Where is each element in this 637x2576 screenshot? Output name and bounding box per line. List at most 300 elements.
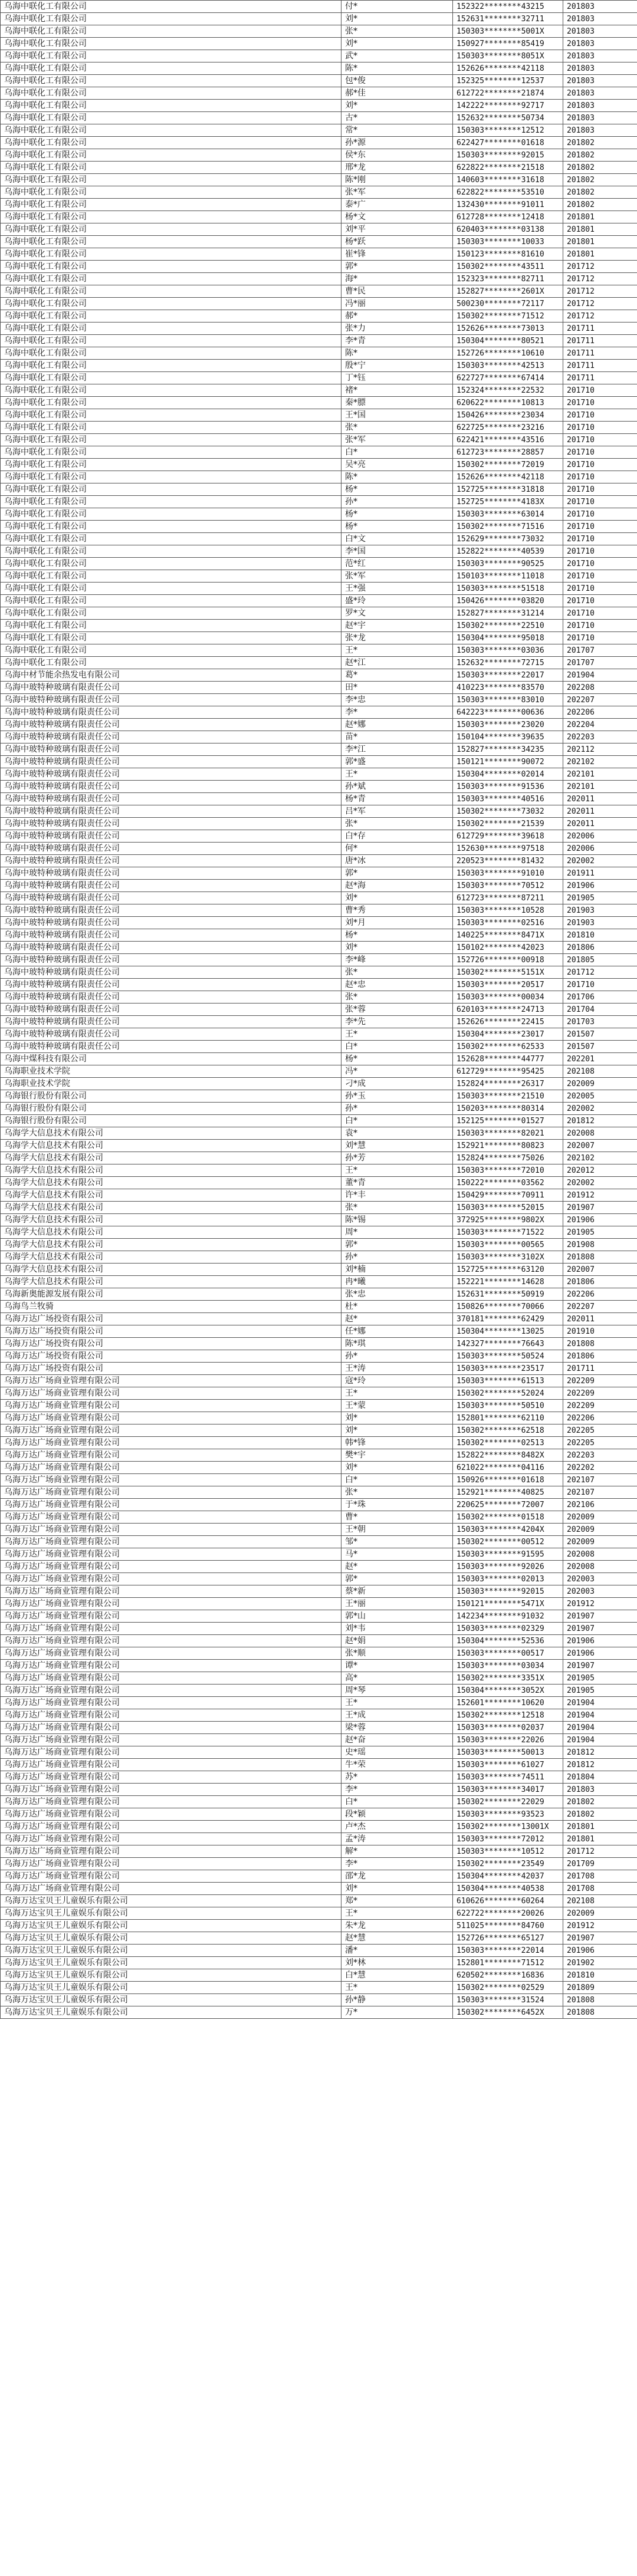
month-cell: 201806 — [563, 1350, 637, 1363]
company-cell: 乌海学大信息技术有限公司 — [1, 1251, 342, 1264]
table-row — [1, 607, 637, 620]
id-number-cell: 150121********90072 — [453, 756, 563, 768]
company-cell: 乌海中联化工有限公司 — [1, 533, 342, 545]
month-cell: 201808 — [563, 2006, 637, 2019]
id-number-cell: 150303********23517 — [453, 1363, 563, 1375]
name-cell: 李*忠 — [342, 694, 453, 706]
table-row — [1, 1759, 637, 1771]
name-cell: 王*成 — [342, 1709, 453, 1722]
table-row — [1, 75, 637, 87]
name-cell: 李*国 — [342, 545, 453, 558]
company-cell: 乌海中联化工有限公司 — [1, 1, 342, 13]
id-number-cell: 612729********39618 — [453, 830, 563, 843]
company-cell: 乌海中联化工有限公司 — [1, 607, 342, 620]
id-number-cell: 142234********91032 — [453, 1610, 563, 1623]
id-number-cell: 150302********5151X — [453, 966, 563, 979]
table-row — [1, 805, 637, 818]
company-cell: 乌海学大信息技术有限公司 — [1, 1177, 342, 1189]
month-cell: 202206 — [563, 1412, 637, 1424]
company-cell: 乌海中联化工有限公司 — [1, 100, 342, 112]
month-cell: 202201 — [563, 1053, 637, 1065]
table-row — [1, 446, 637, 459]
id-number-cell: 150302********43511 — [453, 261, 563, 273]
id-number-cell: 620403********03138 — [453, 223, 563, 236]
table-row — [1, 508, 637, 521]
company-cell: 乌海万达广场商业管理有限公司 — [1, 1400, 342, 1412]
month-cell: 202206 — [563, 706, 637, 719]
name-cell: 邢*龙 — [342, 162, 453, 174]
table-row — [1, 1585, 637, 1598]
id-number-cell: 140225********8471X — [453, 929, 563, 942]
name-cell: 白* — [342, 1041, 453, 1053]
id-number-cell: 150302********13001X — [453, 1821, 563, 1833]
company-cell: 乌海万达宝贝王儿童娱乐有限公司 — [1, 1907, 342, 1920]
month-cell: 201710 — [563, 471, 637, 483]
month-cell: 202102 — [563, 1152, 637, 1164]
name-cell: 杨* — [342, 1053, 453, 1065]
table-row — [1, 384, 637, 397]
company-cell: 乌海万达宝贝王儿童娱乐有限公司 — [1, 1957, 342, 1969]
table-row — [1, 422, 637, 434]
table-row — [1, 298, 637, 310]
name-cell: 杨* — [342, 483, 453, 496]
name-cell: 张* — [342, 991, 453, 1004]
id-number-cell: 152824********26317 — [453, 1078, 563, 1090]
table-row — [1, 1957, 637, 1969]
month-cell: 201712 — [563, 261, 637, 273]
table-row — [1, 236, 637, 248]
table-row — [1, 1969, 637, 1982]
month-cell: 201712 — [563, 298, 637, 310]
table-row — [1, 669, 637, 682]
company-cell: 乌海中玻特种玻璃有限责任公司 — [1, 682, 342, 694]
id-number-cell: 150303********4204X — [453, 1524, 563, 1536]
table-row — [1, 1177, 637, 1189]
id-number-cell: 152726********10610 — [453, 347, 563, 360]
month-cell: 202009 — [563, 1078, 637, 1090]
table-row — [1, 1833, 637, 1845]
company-cell: 乌海万达广场商业管理有限公司 — [1, 1759, 342, 1771]
id-number-cell: 622822********21518 — [453, 162, 563, 174]
name-cell: 孙* — [342, 1350, 453, 1363]
company-cell: 乌海中联化工有限公司 — [1, 149, 342, 162]
name-cell: 周* — [342, 1226, 453, 1239]
id-number-cell: 150303********03036 — [453, 644, 563, 657]
month-cell: 201804 — [563, 1771, 637, 1784]
month-cell: 202106 — [563, 1499, 637, 1511]
id-number-cell: 150303********92015 — [453, 149, 563, 162]
month-cell: 201802 — [563, 149, 637, 162]
id-number-cell: 150303********10528 — [453, 904, 563, 917]
month-cell: 201905 — [563, 892, 637, 904]
table-row — [1, 620, 637, 632]
name-cell: 孙*芳 — [342, 1152, 453, 1164]
table-row — [1, 1053, 637, 1065]
month-cell: 201803 — [563, 13, 637, 25]
name-cell: 孙* — [342, 496, 453, 508]
month-cell: 201710 — [563, 434, 637, 446]
company-cell: 乌海万达广场商业管理有限公司 — [1, 1672, 342, 1685]
name-cell: 泰*广 — [342, 199, 453, 211]
name-cell: 梁*蓉 — [342, 1722, 453, 1734]
company-cell: 乌海万达广场商业管理有限公司 — [1, 1536, 342, 1548]
month-cell: 201802 — [563, 174, 637, 186]
table-row — [1, 372, 637, 384]
table-row — [1, 1090, 637, 1103]
name-cell: 吕*军 — [342, 805, 453, 818]
table-row — [1, 830, 637, 843]
month-cell: 201912 — [563, 1598, 637, 1610]
id-number-cell: 622727********67414 — [453, 372, 563, 384]
id-number-cell: 150826********70066 — [453, 1301, 563, 1313]
name-cell: 褚* — [342, 384, 453, 397]
name-cell: 于*珠 — [342, 1499, 453, 1511]
id-number-cell: 150302********12518 — [453, 1709, 563, 1722]
id-number-cell: 610626********60264 — [453, 1895, 563, 1907]
month-cell: 201801 — [563, 223, 637, 236]
month-cell: 201911 — [563, 867, 637, 880]
company-cell: 乌海中联化工有限公司 — [1, 137, 342, 149]
name-cell: 赵*宇 — [342, 620, 453, 632]
id-number-cell: 152801********62110 — [453, 1412, 563, 1424]
id-number-cell: 152827********2601X — [453, 285, 563, 298]
name-cell: 殷*宁 — [342, 360, 453, 372]
table-row — [1, 1907, 637, 1920]
id-number-cell: 150303********8051X — [453, 50, 563, 62]
month-cell: 201803 — [563, 75, 637, 87]
month-cell: 201710 — [563, 446, 637, 459]
company-cell: 乌海中玻特种玻璃有限责任公司 — [1, 830, 342, 843]
name-cell: 邹* — [342, 1536, 453, 1548]
name-cell: 张*军 — [342, 186, 453, 199]
company-cell: 乌海中联化工有限公司 — [1, 273, 342, 285]
table-row — [1, 1808, 637, 1821]
name-cell: 王* — [342, 644, 453, 657]
id-number-cell: 150103********11018 — [453, 570, 563, 583]
month-cell: 202006 — [563, 843, 637, 855]
month-cell: 201710 — [563, 496, 637, 508]
table-row — [1, 818, 637, 830]
name-cell: 赵*海 — [342, 880, 453, 892]
company-cell: 乌海中联化工有限公司 — [1, 422, 342, 434]
month-cell: 201712 — [563, 285, 637, 298]
company-cell: 乌海万达广场商业管理有限公司 — [1, 1474, 342, 1486]
table-row — [1, 1065, 637, 1078]
table-row — [1, 1746, 637, 1759]
table-row — [1, 1325, 637, 1338]
name-cell: 王*强 — [342, 583, 453, 595]
id-number-cell: 150302********3351X — [453, 1672, 563, 1685]
company-cell: 乌海万达广场商业管理有限公司 — [1, 1573, 342, 1585]
name-cell: 孟*涛 — [342, 1833, 453, 1845]
id-number-cell: 150303********52015 — [453, 1202, 563, 1214]
month-cell: 202008 — [563, 1127, 637, 1140]
id-number-cell: 152626********42118 — [453, 471, 563, 483]
company-cell: 乌海学大信息技术有限公司 — [1, 1164, 342, 1177]
month-cell: 202202 — [563, 1462, 637, 1474]
table-row — [1, 1276, 637, 1288]
id-number-cell: 152626********22415 — [453, 1016, 563, 1028]
month-cell: 202002 — [563, 855, 637, 867]
company-cell: 乌海中联化工有限公司 — [1, 508, 342, 521]
id-number-cell: 150303********83010 — [453, 694, 563, 706]
table-row — [1, 100, 637, 112]
table-row — [1, 335, 637, 347]
table-row — [1, 657, 637, 669]
month-cell: 201802 — [563, 162, 637, 174]
company-cell: 乌海万达宝贝王儿童娱乐有限公司 — [1, 1945, 342, 1957]
company-cell: 乌海中联化工有限公司 — [1, 223, 342, 236]
id-number-cell: 150121********5471X — [453, 1598, 563, 1610]
id-number-cell: 132430********91011 — [453, 199, 563, 211]
company-cell: 乌海中联化工有限公司 — [1, 248, 342, 261]
id-number-cell: 150303********02329 — [453, 1623, 563, 1635]
name-cell: 曹* — [342, 1511, 453, 1524]
table-row — [1, 583, 637, 595]
company-cell: 乌海中联化工有限公司 — [1, 112, 342, 124]
table-row — [1, 1511, 637, 1524]
id-number-cell: 152125********01527 — [453, 1115, 563, 1127]
name-cell: 郝* — [342, 310, 453, 323]
company-cell: 乌海万达广场商业管理有限公司 — [1, 1561, 342, 1573]
id-number-cell: 150302********23549 — [453, 1858, 563, 1870]
id-number-cell: 152801********71512 — [453, 1957, 563, 1969]
name-cell: 万* — [342, 2006, 453, 2019]
id-number-cell: 152626********42118 — [453, 62, 563, 75]
month-cell: 201803 — [563, 25, 637, 38]
table-row — [1, 1647, 637, 1660]
id-number-cell: 150303********74511 — [453, 1771, 563, 1784]
name-cell: 王* — [342, 1907, 453, 1920]
company-cell: 乌海中联化工有限公司 — [1, 62, 342, 75]
id-number-cell: 150302********62518 — [453, 1424, 563, 1437]
month-cell: 201708 — [563, 1870, 637, 1883]
table-row — [1, 1350, 637, 1363]
company-cell: 乌海中玻特种玻璃有限责任公司 — [1, 966, 342, 979]
name-cell: 刘*韦 — [342, 1623, 453, 1635]
company-cell: 乌海万达广场商业管理有限公司 — [1, 1697, 342, 1709]
name-cell: 白* — [342, 1115, 453, 1127]
id-number-cell: 152632********72715 — [453, 657, 563, 669]
table-row — [1, 1536, 637, 1548]
table-row — [1, 1164, 637, 1177]
company-cell: 乌海万达宝贝王儿童娱乐有限公司 — [1, 1982, 342, 1994]
company-cell: 乌海中联化工有限公司 — [1, 50, 342, 62]
month-cell: 201710 — [563, 570, 637, 583]
name-cell: 苏* — [342, 1771, 453, 1784]
name-cell: 郭* — [342, 867, 453, 880]
month-cell: 202209 — [563, 1387, 637, 1400]
company-cell: 乌海中玻特种玻璃有限责任公司 — [1, 781, 342, 793]
company-cell: 乌海中联化工有限公司 — [1, 360, 342, 372]
table-row — [1, 1635, 637, 1647]
company-cell: 乌海万达广场商业管理有限公司 — [1, 1660, 342, 1672]
table-row — [1, 1771, 637, 1784]
name-cell: 樊*宇 — [342, 1449, 453, 1462]
id-number-cell: 150302********62533 — [453, 1041, 563, 1053]
month-cell: 201710 — [563, 979, 637, 991]
month-cell: 201711 — [563, 347, 637, 360]
month-cell: 201805 — [563, 954, 637, 966]
name-cell: 李* — [342, 1784, 453, 1796]
name-cell: 刘* — [342, 1424, 453, 1437]
company-cell: 乌海万达广场商业管理有限公司 — [1, 1734, 342, 1746]
id-number-cell: 150303********61027 — [453, 1759, 563, 1771]
table-row — [1, 124, 637, 137]
company-cell: 乌海万达广场商业管理有限公司 — [1, 1486, 342, 1499]
id-number-cell: 150304********42037 — [453, 1870, 563, 1883]
table-row — [1, 360, 637, 372]
id-number-cell: 152629********73032 — [453, 533, 563, 545]
company-cell: 乌海万达广场商业管理有限公司 — [1, 1833, 342, 1845]
id-number-cell: 150303********72010 — [453, 1164, 563, 1177]
id-number-cell: 150302********72019 — [453, 459, 563, 471]
company-cell: 乌海万达广场商业管理有限公司 — [1, 1858, 342, 1870]
company-cell: 乌海中玻特种玻璃有限责任公司 — [1, 731, 342, 743]
month-cell: 201904 — [563, 669, 637, 682]
id-number-cell: 150303********82021 — [453, 1127, 563, 1140]
id-number-cell: 150303********00034 — [453, 991, 563, 1004]
month-cell: 201711 — [563, 360, 637, 372]
name-cell: 孙* — [342, 1103, 453, 1115]
month-cell: 201904 — [563, 1722, 637, 1734]
company-cell: 乌海中玻特种玻璃有限责任公司 — [1, 1028, 342, 1041]
name-cell: 孙*玉 — [342, 1090, 453, 1103]
table-row — [1, 1363, 637, 1375]
table-row — [1, 954, 637, 966]
id-number-cell: 152324********22532 — [453, 384, 563, 397]
id-number-cell: 220625********72007 — [453, 1499, 563, 1511]
name-cell: 杨* — [342, 521, 453, 533]
month-cell: 201906 — [563, 1945, 637, 1957]
id-number-cell: 612723********87211 — [453, 892, 563, 904]
table-row — [1, 694, 637, 706]
table-row — [1, 62, 637, 75]
table-row — [1, 1486, 637, 1499]
month-cell: 201801 — [563, 1821, 637, 1833]
company-cell: 乌海中联化工有限公司 — [1, 323, 342, 335]
id-number-cell: 152323********82711 — [453, 273, 563, 285]
month-cell: 201905 — [563, 1226, 637, 1239]
company-cell: 乌海万达广场商业管理有限公司 — [1, 1610, 342, 1623]
name-cell: 李*峰 — [342, 954, 453, 966]
month-cell: 201711 — [563, 323, 637, 335]
month-cell: 201907 — [563, 1202, 637, 1214]
id-number-cell: 620103********24713 — [453, 1004, 563, 1016]
company-cell: 乌海职业技术学院 — [1, 1065, 342, 1078]
company-cell: 乌海中联化工有限公司 — [1, 236, 342, 248]
table-row — [1, 199, 637, 211]
name-cell: 陈* — [342, 471, 453, 483]
table-row — [1, 1870, 637, 1883]
company-cell: 乌海中联化工有限公司 — [1, 335, 342, 347]
name-cell: 赵* — [342, 1313, 453, 1325]
id-number-cell: 150304********3052X — [453, 1685, 563, 1697]
name-cell: 寇*玲 — [342, 1375, 453, 1387]
name-cell: 王*涛 — [342, 1363, 453, 1375]
month-cell: 201906 — [563, 880, 637, 892]
table-row — [1, 979, 637, 991]
month-cell: 201801 — [563, 236, 637, 248]
id-number-cell: 150303********50013 — [453, 1746, 563, 1759]
table-row — [1, 632, 637, 644]
table-row — [1, 1041, 637, 1053]
table-row — [1, 781, 637, 793]
month-cell: 201802 — [563, 199, 637, 211]
company-cell: 乌海万达广场商业管理有限公司 — [1, 1771, 342, 1784]
name-cell: 秦*膘 — [342, 397, 453, 409]
table-row — [1, 1548, 637, 1561]
table-row — [1, 1462, 637, 1474]
month-cell: 201906 — [563, 1635, 637, 1647]
name-cell: 张*军 — [342, 434, 453, 446]
id-number-cell: 150302********71516 — [453, 521, 563, 533]
table-row — [1, 1895, 637, 1907]
name-cell: 史*瑶 — [342, 1746, 453, 1759]
table-row — [1, 843, 637, 855]
name-cell: 赵*娟 — [342, 1635, 453, 1647]
table-row — [1, 1251, 637, 1264]
month-cell: 201907 — [563, 1660, 637, 1672]
table-row — [1, 186, 637, 199]
company-cell: 乌海中材节能余热发电有限公司 — [1, 669, 342, 682]
name-cell: 董*青 — [342, 1177, 453, 1189]
name-cell: 刁*成 — [342, 1078, 453, 1090]
month-cell: 201904 — [563, 1697, 637, 1709]
month-cell: 201907 — [563, 1610, 637, 1623]
table-row — [1, 1189, 637, 1202]
id-number-cell: 150303********5001X — [453, 25, 563, 38]
table-row — [1, 570, 637, 583]
month-cell: 202008 — [563, 1561, 637, 1573]
table-row — [1, 731, 637, 743]
company-cell: 乌海万达广场商业管理有限公司 — [1, 1623, 342, 1635]
id-number-cell: 150303********00565 — [453, 1239, 563, 1251]
month-cell: 201710 — [563, 620, 637, 632]
id-number-cell: 150303********61513 — [453, 1375, 563, 1387]
name-cell: 古* — [342, 112, 453, 124]
id-number-cell: 152725********31818 — [453, 483, 563, 496]
company-cell: 乌海万达广场商业管理有限公司 — [1, 1784, 342, 1796]
company-cell: 乌海中联化工有限公司 — [1, 261, 342, 273]
table-row — [1, 1697, 637, 1709]
name-cell: 罗*文 — [342, 607, 453, 620]
table-row — [1, 1214, 637, 1226]
company-cell: 乌海中玻特种玻璃有限责任公司 — [1, 1004, 342, 1016]
name-cell: 杨*跃 — [342, 236, 453, 248]
month-cell: 201710 — [563, 459, 637, 471]
name-cell: 张*忠 — [342, 1288, 453, 1301]
table-body — [1, 1, 637, 2019]
id-number-cell: 150303********51518 — [453, 583, 563, 595]
name-cell: 陈* — [342, 347, 453, 360]
table-row — [1, 892, 637, 904]
month-cell: 201706 — [563, 991, 637, 1004]
id-number-cell: 150303********42513 — [453, 360, 563, 372]
name-cell: 曹*民 — [342, 285, 453, 298]
month-cell: 201803 — [563, 38, 637, 50]
name-cell: 张* — [342, 1486, 453, 1499]
month-cell: 201707 — [563, 644, 637, 657]
table-row — [1, 223, 637, 236]
month-cell: 201710 — [563, 607, 637, 620]
table-row — [1, 1722, 637, 1734]
name-cell: 张* — [342, 966, 453, 979]
table-row — [1, 558, 637, 570]
table-row — [1, 867, 637, 880]
table-row — [1, 1932, 637, 1945]
table-row — [1, 285, 637, 298]
